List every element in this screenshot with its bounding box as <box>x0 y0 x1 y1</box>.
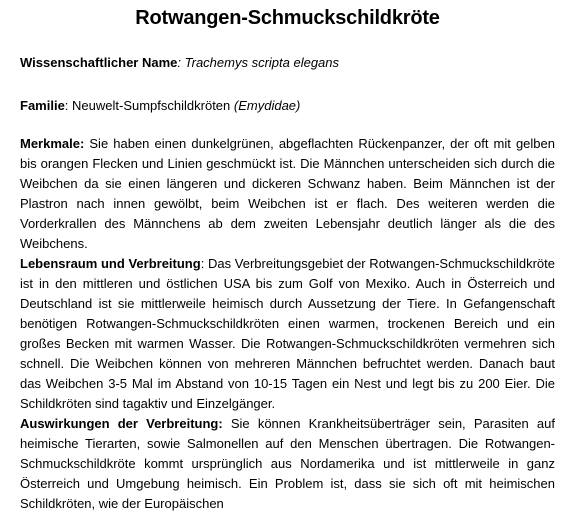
scientific-name-label: Wissenschaftlicher Name <box>20 55 178 70</box>
family-value: Neuwelt-Sumpfschildkröten <box>72 98 234 113</box>
scientific-name-separator: : <box>177 55 182 70</box>
features-label: Merkmale: <box>20 136 85 151</box>
scientific-name-value: Trachemys scripta elegans <box>184 55 340 70</box>
habitat-text: : Das Verbreitungsgebiet der Rotwangen-Schmuckschildkröte ist in den mittleren und östlichen USA bis zum Golf von Mexiko. Auch in Österreich und Deutschland ist sie mittlerweile heimisch durch Aussetzung der Tiere. In Gefangenschaft benötigen Rotwangen-Schmuckschildkröten einen warmen, trockenen Bereich und ein großes Becken mit warmen Wasser. Die Rotwangen-Schmuckschildkröten vermehren sich schnell. Die Weibchen können von mehreren Männchen befruchtet werden. Danach baut das Weibchen 3-5 Mal im Abstand von 10-15 Tagen ein Nest und legt bis zu 200 Eier. Die Schildkröten sind tagaktiv und Einzelgänger. <box>20 256 555 411</box>
impact-text: Sie können Krankheitsüberträger sein, Parasiten auf heimische Tierarten, sowie Salmonellen auf den Menschen übertragen. Die Rotwangen-Schmuckschildkröte kommt ursprünglich aus Nordamerika und ist mittlerweile in ganz Österreich und Umgebung heimisch. Ein Problem ist, dass sie sich oft mit heimischen Schildkröten, wie der Europäischen <box>20 416 555 511</box>
page-title: Rotwangen-Schmuckschildkröte <box>135 7 440 29</box>
impact-paragraph <box>20 414 555 514</box>
family-separator: : <box>64 98 73 113</box>
document-page <box>20 6 555 511</box>
scientific-name-line <box>20 53 555 73</box>
family-label: Familie <box>20 98 65 113</box>
habitat-label: Lebensraum und Verbreitung <box>20 256 201 271</box>
features-text: Sie haben einen dunkelgrünen, abgeflachten Rückenpanzer, der oft mit gelben bis orangen Flecken und Linien geschmückt ist. Die Männchen unterscheiden sich durch die Weibchen da sie einen längeren und dickeren Schwanz haben. Beim Männchen ist der Plastron nach innen gewölbt, beim Weibchen ist er flach. Des weiteren werden die Vorderkrallen des Männchens ab dem zweiten Lebensjahr deutlich länger als die des Weibchens. <box>20 136 555 251</box>
habitat-paragraph <box>20 254 555 414</box>
features-paragraph <box>20 134 555 254</box>
family-line <box>20 96 555 116</box>
family-value-latin: (Emydidae) <box>233 98 301 113</box>
impact-label: Auswirkungen der Verbreitung: <box>20 416 223 431</box>
